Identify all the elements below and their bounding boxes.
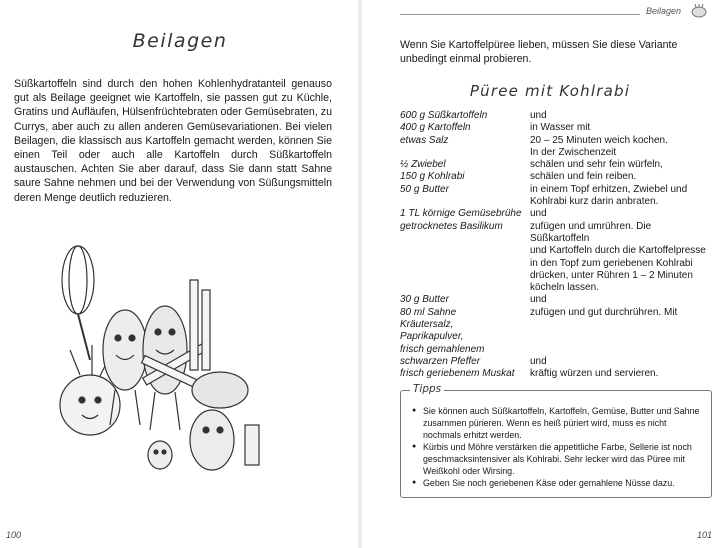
ingredient [400,245,530,257]
page-number-right: 101 [696,530,712,540]
ingredient: 50 g Butter [400,183,449,195]
instruction [530,319,708,331]
recipe-row [400,356,712,368]
recipe-row [400,208,712,220]
instruction [530,344,708,356]
recipe-row [400,270,712,282]
ingredient: 30 g Butter [400,294,449,306]
ingredient: Kräutersalz, [400,319,454,331]
instruction: in Wasser mit [530,122,591,134]
recipe-row [400,135,712,147]
instruction: zufügen und gut durchrühren. Mit [530,306,678,318]
instruction: zufügen und umrühren. Die Süßkartoffeln [530,220,652,244]
ingredient [400,196,530,208]
recipe-row [400,221,712,246]
recipe-table [400,110,712,381]
section-title: Beilagen [132,30,228,52]
recipe-row [400,319,712,331]
instruction [530,331,708,343]
instruction: und Kartoffeln durch die Kartoffelpresse [530,245,706,257]
recipe-row [400,307,712,319]
tips-list [401,391,711,489]
recipe-row [400,196,712,208]
ingredient: schwarzen Pfeffer [400,355,481,367]
tip-item: ● Geben Sie noch geriebenen Käse oder gemahlene Nüsse dazu. [423,477,701,489]
instruction: und [530,355,547,367]
lead-paragraph: Wenn Sie Kartoffelpüree lieben, müssen Sie diese Variante unbedingt einmal probieren. [400,39,678,65]
recipe-row [400,159,712,171]
ingredient [400,282,530,294]
recipe-row [400,245,712,257]
recipe-row [400,258,712,270]
recipe-row [400,110,712,122]
tip-item: ● Kürbis und Möhre verstärken die appetitliche Farbe, Sellerie ist noch geschmacksintensiver als Kohlrabi. Sehr lecker wird das Püree mit Weißkohl oder Wirsing. [423,441,701,477]
instruction: in den Topf zum geriebenen Kohlrabi [530,257,693,269]
instruction: In der Zwischenzeit [530,146,617,158]
intro-paragraph: Süßkartoffeln sind durch den hohen Kohlenhydratanteil genauso gut als Beilage geeignet wie Kartoffeln, sie passen gut zu Küchle, Gratins und Aufläufen, Hülsenfrüchtebraten oder Gemüsebraten, zu Currys, aber auch zu allen anderen Gemüsevariationen. Bei vielen Beilagen, die klassisch aus Kartoffeln gemacht werden, können Sie einen Teil oder auch alle Kartoffeln durch Süßkartoffeln austauschen. Achten Sie aber darauf, dass Sie dann statt Sahne saure Sahne nehmen und bei der Verwendung von Süßungsmitteln deren Menge deutlich reduzieren. [14,78,332,204]
recipe-row [400,184,712,196]
recipe-row [400,171,712,183]
instruction: in einem Topf erhitzen, Zwiebel und [530,183,688,195]
ingredient: frisch geriebenem Muskat [400,368,515,380]
ingredient: getrocknetes Basilikum [400,220,503,232]
ingredient: 600 g Süßkartoffeln [400,110,488,121]
ingredient [400,258,530,270]
recipe-row [400,122,712,134]
ingredient: Paprikapulver, [400,331,464,343]
ingredient: 80 ml Sahne [400,306,457,318]
instruction: schälen und fein reiben. [530,171,637,183]
ingredient: etwas Salz [400,134,449,146]
instruction: kräftig würzen und servieren. [530,368,659,380]
running-head: Beilagen [646,6,682,16]
recipe-title: Püree mit Kohlrabi [469,82,631,100]
right-page [360,0,720,548]
potato-icon [690,4,708,18]
tip-item: ● Sie können auch Süßkartoffeln, Kartoffeln, Gemüse, Butter und Sahne zusammen pürieren. Wenn es heiß püriert wird, muss es nicht nochmals erhitzt werden. [423,405,701,441]
recipe-row [400,147,712,159]
instruction: 20 – 25 Minuten weich kochen. [530,134,668,146]
recipe-row [400,331,712,343]
page-number-left: 100 [6,530,22,540]
vegetable-illustration [40,240,290,480]
tips-box [400,390,712,498]
recipe-row [400,294,712,306]
instruction: schälen und sehr fein würfeln, [530,159,663,171]
ingredient [400,270,530,282]
instruction: drücken, unter Rühren 1 – 2 Minuten [530,269,693,281]
ingredient: 150 g Kohlrabi [400,171,465,183]
instruction: Kohlrabi kurz darin anbraten. [530,196,659,208]
instruction: und [530,294,547,306]
recipe-row [400,344,712,356]
instruction: und [530,208,547,220]
instruction: und [530,110,547,121]
instruction: köcheln lassen. [530,282,599,294]
recipe-row [400,282,712,294]
ingredient [400,147,530,159]
ingredient: ½ Zwiebel [400,159,446,171]
ingredient: 400 g Kartoffeln [400,122,471,134]
header-rule [400,14,640,15]
tips-title: Tipps [410,383,444,395]
recipe-row [400,368,712,380]
ingredient: frisch gemahlenem [400,343,485,355]
ingredient: 1 TL körnige Gemüsebrühe [400,208,522,220]
